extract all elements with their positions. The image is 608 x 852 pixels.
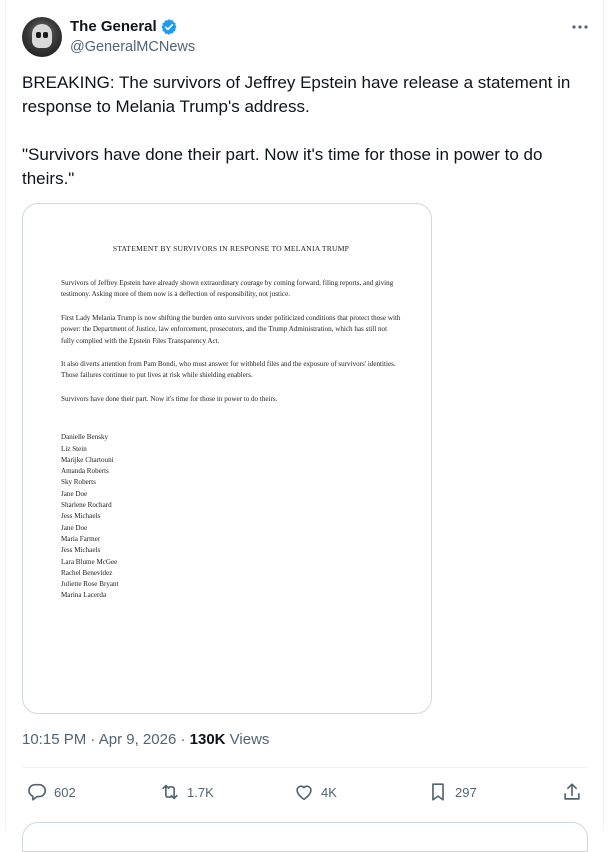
like-count: 4K xyxy=(321,784,337,800)
meta-separator: · xyxy=(176,731,190,748)
repost-button[interactable] xyxy=(159,780,214,804)
heart-icon xyxy=(293,781,315,803)
author-handle[interactable]: @GeneralMCNews xyxy=(70,39,196,55)
signer-name: Jess Michaels xyxy=(61,512,101,521)
reply-button[interactable] xyxy=(26,780,76,804)
meta-separator: · xyxy=(86,731,99,748)
document-paragraph: Survivors of Jeffrey Epstein have already shown extraordinary courage by coming forward, filing reports, and giving testimony. Asking more of them now is a deflection of responsibility, not justice. xyxy=(61,279,394,299)
divider xyxy=(22,767,588,768)
signer-name: Danielle Bensky xyxy=(61,433,109,442)
document-title: STATEMENT BY SURVIVORS IN RESPONSE TO MELANIA TRUMP xyxy=(112,244,350,253)
signer-name: Liz Stein xyxy=(61,444,87,453)
share-button[interactable] xyxy=(561,780,589,804)
signer-name: Maria Farmer xyxy=(61,534,101,543)
reply-composer-card[interactable] xyxy=(22,822,588,852)
statement-document xyxy=(61,244,401,602)
tweet-time[interactable]: 10:15 PM xyxy=(22,731,87,748)
more-horizontal-icon[interactable] xyxy=(570,17,590,37)
signer-name: Jess Michaels xyxy=(61,546,101,555)
signer-name: Rachel Benevidez xyxy=(61,568,113,577)
tweet-text: BREAKING: The survivors of Jeffrey Epstein have release a statement in response to Melania Trump's address. "Survivors have done their part. Now it's time for those in power to do theirs." xyxy=(22,73,571,188)
repost-icon xyxy=(159,781,181,803)
signer-name: Sharlene Rochard xyxy=(61,501,112,510)
document-paragraph: It also diverts attention from Pam Bondi, who must answer for withheld files and the exposure of survivors' identities. Those failures continue to put lives at risk while shielding enablers. xyxy=(61,360,396,380)
signer-name: Juliette Rose Bryant xyxy=(61,580,119,589)
tweet-date[interactable]: Apr 9, 2026 xyxy=(98,731,177,748)
author-display-name[interactable]: The General xyxy=(70,18,157,35)
repost-count: 1.7K xyxy=(187,784,214,800)
skull-logo-icon xyxy=(32,24,52,48)
signer-name: Amanda Roberts xyxy=(61,467,109,476)
signer-name: Jane Doe xyxy=(61,523,88,532)
document-signers-list xyxy=(61,432,401,601)
avatar[interactable] xyxy=(22,17,62,57)
bookmark-button[interactable] xyxy=(427,780,477,804)
signer-name: Sky Roberts xyxy=(61,478,96,487)
signer-name: Marijke Chartouni xyxy=(61,455,114,464)
document-paragraph: First Lady Melania Trump is now shifting the burden onto survivors under politicized conditions that protect those with power: the Department of Justice, law enforcement, prosecutors, and the Trump Administration, which has still not fully complied with the Epstein Files Transparency Act. xyxy=(61,313,401,345)
share-icon xyxy=(561,781,583,803)
like-button[interactable] xyxy=(293,780,337,804)
bookmark-count: 297 xyxy=(455,784,477,800)
views-label: Views xyxy=(225,731,270,748)
signer-name: Lara Blume McGee xyxy=(61,557,118,566)
signer-name: Marina Lacerda xyxy=(61,591,107,600)
author-display-name-row[interactable] xyxy=(70,17,195,37)
reply-count: 602 xyxy=(54,784,76,800)
reply-icon xyxy=(26,781,48,803)
bookmark-icon xyxy=(427,781,449,803)
tweet-media-image[interactable] xyxy=(22,203,432,714)
tweet-meta xyxy=(22,730,269,750)
signer-name: Jane Doe xyxy=(61,489,88,498)
views-count: 130K xyxy=(189,731,226,748)
document-paragraph: Survivors have done their part. Now it's time for those in power to do theirs. xyxy=(61,394,278,403)
verified-badge-icon xyxy=(160,18,178,36)
author-names xyxy=(70,17,195,57)
tweet-header xyxy=(22,17,590,59)
